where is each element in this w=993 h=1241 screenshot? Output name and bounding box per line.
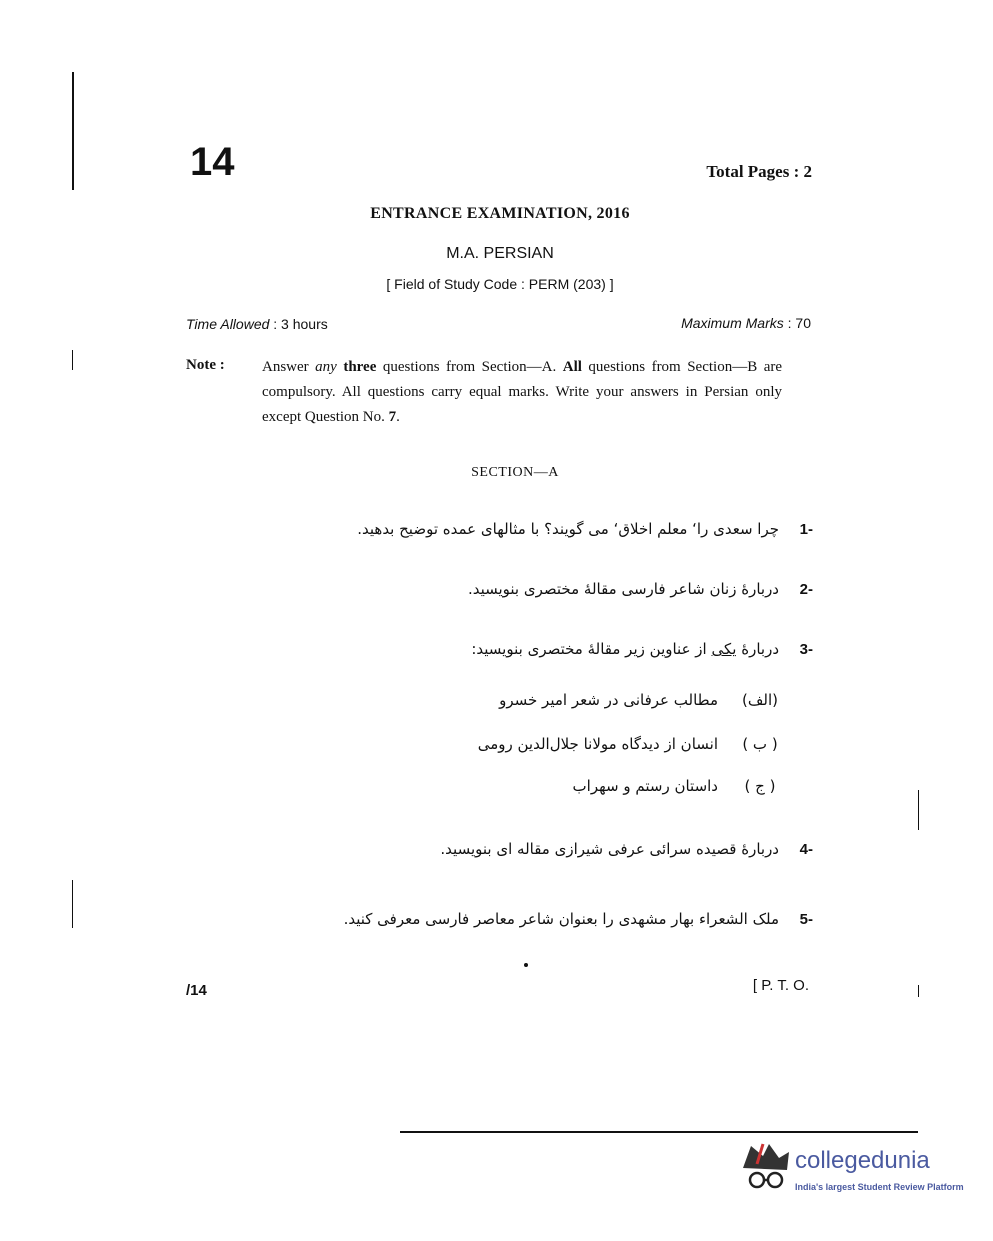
option-label: ( ب ): [742, 735, 778, 753]
booklet-number: 14: [190, 140, 235, 184]
option-label: ( ج ): [744, 777, 776, 795]
question-number: -5: [799, 911, 813, 928]
bottom-rule: [400, 1131, 918, 1133]
question-number: -4: [799, 841, 813, 858]
question-1: [357, 520, 813, 538]
question-3: -3دربارهٔ یکی از عناوین زیر مقالهٔ مختصری بنویسید:: [471, 640, 813, 658]
section-heading: SECTION—A: [471, 465, 559, 480]
option-label: (الف): [742, 691, 778, 709]
marks-value: : 70: [783, 315, 811, 331]
question-text: دربارهٔ زنان شاعر فارسی مقالهٔ مختصری بنویسید.: [467, 580, 779, 598]
scan-mark: [918, 790, 919, 830]
option-text: داستان رستم و سهراب: [572, 777, 718, 795]
total-pages: Total Pages : 2: [706, 162, 812, 181]
field-code: [ Field of Study Code : PERM (203) ]: [386, 276, 614, 292]
option-text: انسان از دیدگاه مولانا جلال‌الدین رومی: [477, 735, 718, 753]
exam-title: ENTRANCE EXAMINATION, 2016: [370, 205, 630, 222]
scan-mark: [72, 880, 73, 928]
question-text: ملک الشعراء بهار مشهدی را بعنوان شاعر معاصر فارسی معرفی کنید.: [343, 910, 779, 928]
question-2: [468, 580, 813, 598]
scan-mark: [72, 72, 74, 190]
marks-label: Maximum Marks: [681, 315, 784, 331]
note-text: Answer any three questions from Section—A. All questions from Section—B are compulsory. All questions carry equal marks. Write your answers in Persian only except Question No. 7.: [262, 359, 783, 425]
question-number: -3: [799, 641, 813, 658]
logo-wordmark: collegedunia: [795, 1147, 930, 1174]
course-title: M.A. PERSIAN: [446, 245, 554, 262]
note-label: Note :: [186, 357, 225, 373]
footer-code: /14: [186, 982, 207, 999]
logo-tagline: India's largest Student Review Platform: [795, 1182, 964, 1192]
question-number: -2: [799, 581, 813, 598]
time-label: Time Allowed: [186, 316, 270, 332]
time-allowed: [186, 316, 328, 332]
scan-mark: [72, 350, 73, 370]
pto-label: [ P. T. O.: [752, 977, 809, 994]
option-b: [478, 735, 780, 753]
question-text: چرا سعدی را‘ معلم اخلاق‘ می گویند؟ با مثالهای عمده توضیح بدهید.: [357, 520, 779, 538]
option-c: [573, 777, 780, 795]
maximum-marks: [560, 315, 811, 331]
question-text: دربارهٔ قصیده سرائی عرفی شیرازی مقاله ای بنویسید.: [440, 840, 779, 858]
option-text: مطالب عرفانی در شعر امیر خسرو: [499, 691, 718, 709]
scan-mark: [918, 985, 919, 997]
underlined-word: یکی: [711, 640, 737, 658]
question-4: [440, 840, 813, 858]
question-number: -1: [799, 521, 813, 538]
time-value: : 3 hours: [269, 316, 328, 332]
question-5: [344, 910, 813, 928]
dot-mark: [524, 963, 528, 967]
option-a: [499, 691, 780, 709]
